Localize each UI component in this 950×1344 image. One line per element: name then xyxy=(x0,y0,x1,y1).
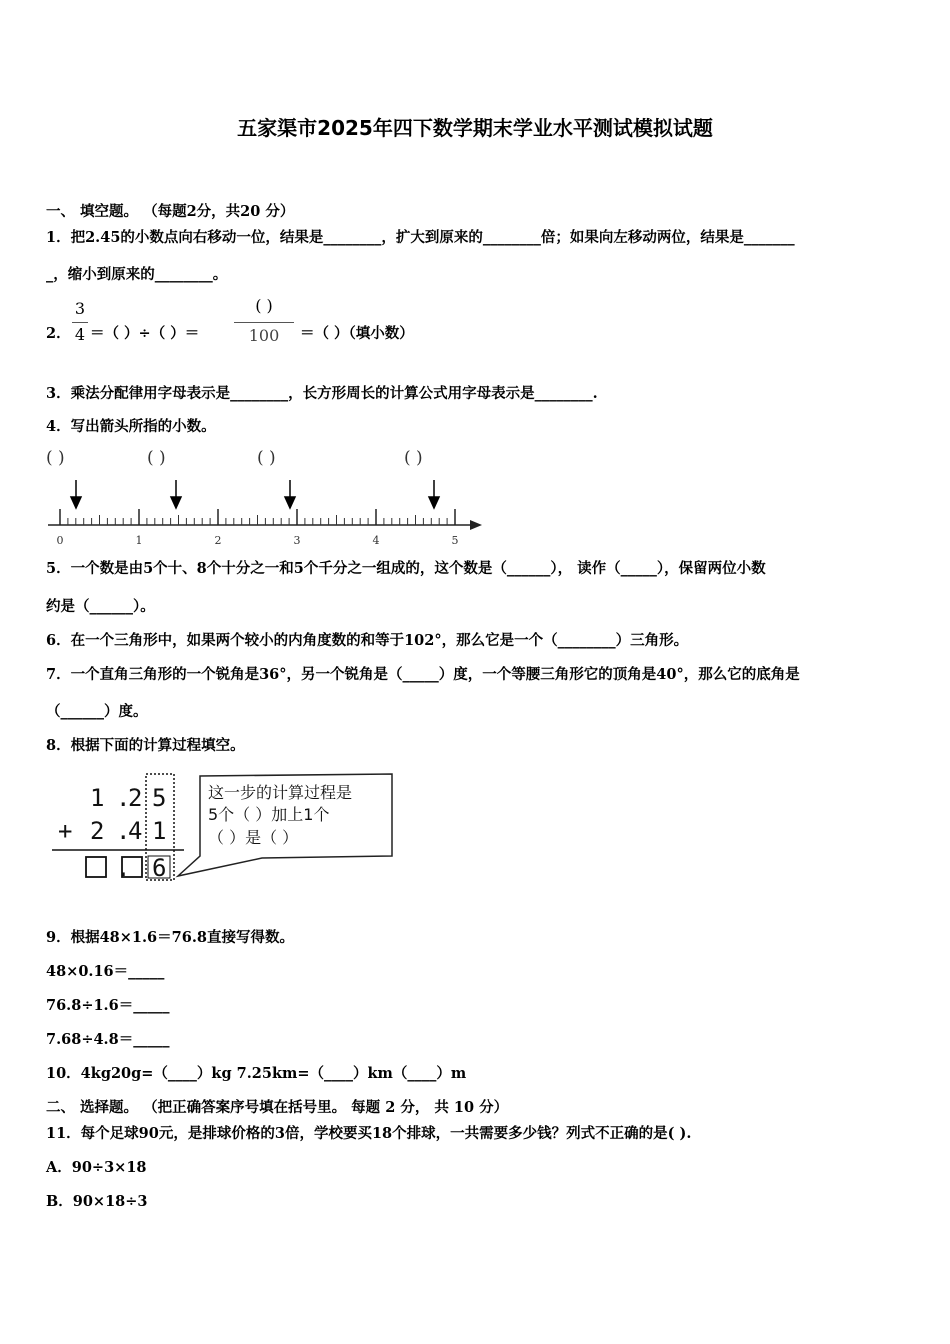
arrow-4-icon xyxy=(429,480,439,508)
row2-digit-1: 2 xyxy=(90,817,105,845)
q4: 4．写出箭头所指的小数。 xyxy=(46,418,216,435)
row1-digit-2: 2 xyxy=(128,784,143,812)
q10: 10．4kg20g=（____）kg 7.25km=（____）km（____）m xyxy=(46,1065,467,1082)
row2-dot: . xyxy=(116,817,131,845)
row1-digit-1: 1 xyxy=(90,784,105,812)
q7-line1: 7．一个直角三角形的一个锐角是36°，另一个锐角是（_____）度，一个等腰三角形它的顶角是40°，那么它的底角是 xyxy=(46,666,800,683)
arrow-1-icon xyxy=(71,480,81,508)
bubble-line-3: （ ）是（ ） xyxy=(208,828,299,847)
q2-fraction2-numerator: ( ) xyxy=(255,296,273,315)
q2-prefix: 2． xyxy=(46,325,71,342)
tick-label: 3 xyxy=(293,534,301,547)
tick-label: 2 xyxy=(214,534,222,547)
q8-addition-figure xyxy=(46,768,398,890)
section1-heading: 一、 填空题。 （每题2分，共20 分） xyxy=(46,203,295,220)
q2-fraction2-denominator: 100 xyxy=(248,326,280,345)
q4-blank-2: ( ) xyxy=(147,448,166,468)
q11-option-a: A．90÷3×18 xyxy=(46,1159,147,1176)
q1-line1: 1．把2.45的小数点向右移动一位，结果是________，扩大到原来的________倍；如果向左移动两位，结果是_______ xyxy=(46,229,795,246)
q3: 3．乘法分配律用字母表示是________，长方形周长的计算公式用字母表示是________. xyxy=(46,385,598,402)
q9-item-2: 76.8÷1.6＝_____ xyxy=(46,997,170,1014)
tick-label: 0 xyxy=(56,534,64,547)
q6: 6．在一个三角形中，如果两个较小的内角度数的和等于102°，那么它是一个（________）三角形。 xyxy=(46,632,689,649)
plus-sign: + xyxy=(58,817,73,845)
q5-line1: 5．一个数是由5个十、8个十分之一和5个千分之一组成的，这个数是（______）， 读作（_____），保留两位小数 xyxy=(46,560,766,577)
q2-fraction-bar xyxy=(72,322,88,323)
q1-line2: _，缩小到原来的________。 xyxy=(46,266,228,283)
row1-digit-3: 5 xyxy=(152,784,167,812)
q4-number-line xyxy=(40,475,490,550)
q4-blank-1: ( ) xyxy=(46,448,65,468)
tick-label: 5 xyxy=(451,534,459,547)
row2-digit-3: 1 xyxy=(152,817,167,845)
section2-heading: 二、 选择题。 （把正确答案序号填在括号里。 每题 2 分， 共 10 分） xyxy=(46,1099,509,1116)
q11: 11．每个足球90元，是排球价格的3倍，学校要买18个排球，一共需要多少钱？列式不正确的是( ). xyxy=(46,1125,692,1142)
q4-blank-4: ( ) xyxy=(404,448,423,468)
answer-box-1 xyxy=(86,857,106,877)
tick-label: 1 xyxy=(135,534,143,547)
tick-label: 4 xyxy=(372,534,380,547)
q2-middle: ＝（ ）÷（ ）＝ xyxy=(90,325,200,342)
q7-line2: （______）度。 xyxy=(46,703,148,720)
number-line-arrowhead-icon xyxy=(470,520,482,530)
bubble-line-1: 这一步的计算过程是 xyxy=(208,783,353,802)
q2-fraction2-bar xyxy=(234,322,294,323)
row1-dot: . xyxy=(116,784,131,812)
arrow-2-icon xyxy=(171,480,181,508)
q9-item-1: 48×0.16＝_____ xyxy=(46,963,165,980)
q11-option-b: B．90×18÷3 xyxy=(46,1193,148,1210)
q2-suffix: ＝（ ）（填小数） xyxy=(300,325,414,342)
q2-fraction-denominator: 4 xyxy=(74,325,86,344)
q8: 8．根据下面的计算过程填空。 xyxy=(46,737,245,754)
page-title: 五家渠市2025年四下数学期末学业水平测试模拟试题 xyxy=(237,116,713,140)
q4-blank-3: ( ) xyxy=(257,448,276,468)
bubble-line-2: 5个（ ）加上1个 xyxy=(208,805,330,824)
arrow-3-icon xyxy=(285,480,295,508)
q9-item-3: 7.68÷4.8＝_____ xyxy=(46,1031,170,1048)
q9: 9．根据48×1.6＝76.8直接写得数。 xyxy=(46,929,294,946)
result-dot: . xyxy=(116,854,131,882)
result-digit: 6 xyxy=(152,854,167,882)
q5-line2: 约是（______）。 xyxy=(46,598,155,615)
row2-digit-2: 4 xyxy=(128,817,143,845)
q2-fraction-numerator: 3 xyxy=(74,299,86,318)
